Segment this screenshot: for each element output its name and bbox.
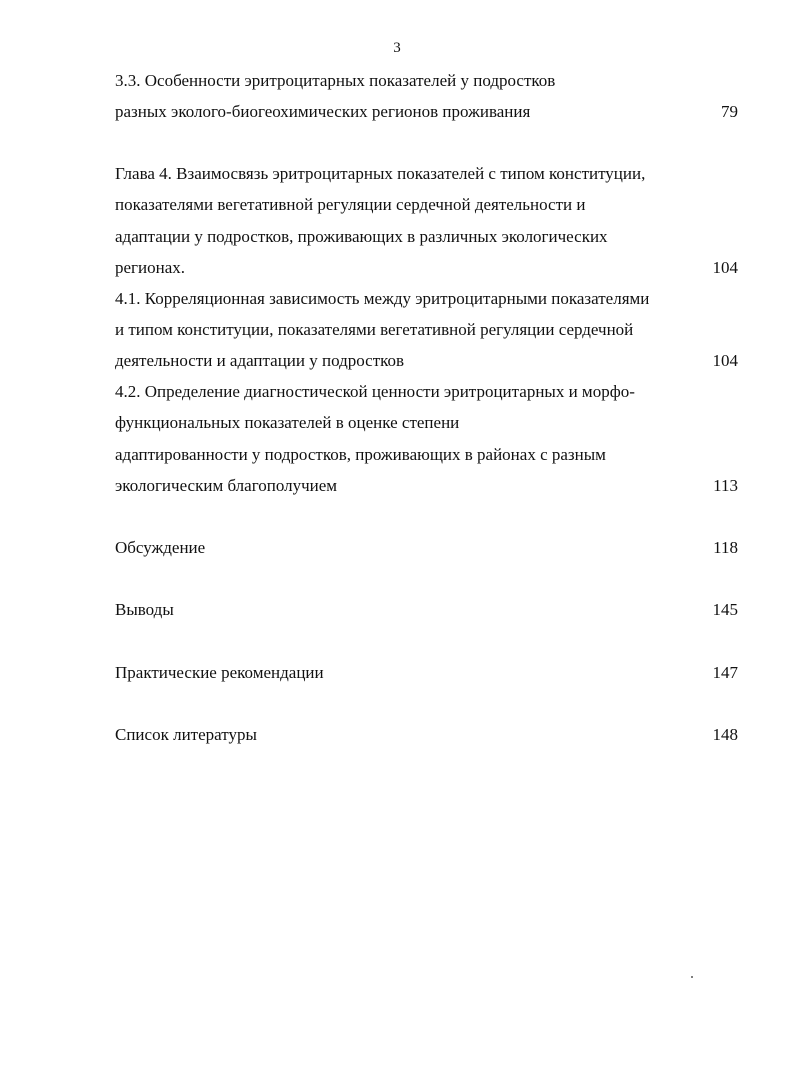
toc-entry-conclusions-page: 145 — [712, 600, 738, 619]
toc-entry-references-page: 148 — [712, 725, 738, 744]
toc-entry-4-1-line-2: и типом конституции, показателями вегетативной регуляции сердечной — [115, 320, 634, 339]
toc-entry-4-2-line-1: 4.2. Определение диагностической ценности эритроцитарных и морфо- — [115, 382, 635, 401]
toc-entry-3-3-line-1: 3.3. Особенности эритроцитарных показателей у подростков — [115, 71, 556, 90]
toc-entry-chapter-4-line-1: Глава 4. Взаимосвязь эритроцитарных показателей с типом конституции, — [115, 164, 646, 183]
page-number: 3 — [393, 40, 401, 56]
toc-entry-3-3-line-2: разных эколого-биогеохимических регионов проживания — [115, 102, 531, 121]
toc-entry-conclusions-title: Выводы — [115, 600, 174, 619]
toc-entry-3-3-page: 79 — [721, 102, 738, 121]
toc-entry-4-2-line-3: адаптированности у подростков, проживающих в районах с разным — [115, 445, 606, 464]
toc-entry-chapter-4-line-4: регионах. — [115, 258, 186, 277]
toc-entry-chapter-4-line-2: показателями вегетативной регуляции сердечной деятельности и — [115, 195, 586, 214]
toc-entry-4-1-page: 104 — [712, 351, 738, 370]
toc-entry-recommendations-page: 147 — [712, 663, 738, 682]
toc-entry-4-1-line-1: 4.1. Корреляционная зависимость между эритроцитарными показателями — [115, 289, 650, 308]
toc-entry-chapter-4-page: 104 — [712, 258, 738, 277]
toc-entry-recommendations-title: Практические рекомендации — [115, 663, 324, 682]
toc-entry-4-2-line-4: экологическим благополучием — [115, 476, 338, 495]
toc-entry-4-2-line-2: функциональных показателей в оценке степени — [115, 413, 460, 432]
toc-entry-references-title: Список литературы — [115, 725, 257, 744]
toc-entry-chapter-4-line-3: адаптации у подростков, проживающих в различных экологических — [115, 227, 608, 246]
toc-entry-discussion-page: 118 — [713, 538, 738, 557]
toc-entry-discussion-title: Обсуждение — [115, 538, 206, 557]
scan-speck — [691, 976, 693, 978]
toc-entry-4-2-page: 113 — [713, 476, 738, 495]
toc-entry-4-1-line-3: деятельности и адаптации у подростков — [115, 351, 405, 370]
